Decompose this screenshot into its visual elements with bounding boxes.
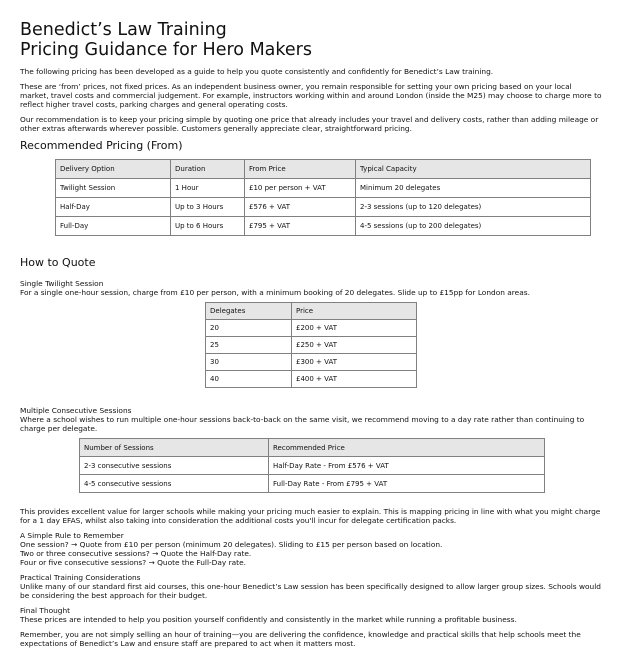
table-cell: Up to 3 Hours: [171, 198, 245, 217]
table-cell: £200 + VAT: [292, 320, 417, 337]
value-text: This provides excellent value for larger schools while making your pricing much easier to explain. This is mapping pricing in line with what you might charge for a 1 day EFAS, whilst also taking into consideration the additional costs you'll incur for delegate certification packs.: [20, 507, 601, 525]
column-header: From Price: [245, 160, 356, 179]
rule-heading: A Simple Rule to Remember: [20, 531, 124, 540]
table-cell: Full-Day: [56, 217, 171, 236]
table-cell: 30: [206, 354, 292, 371]
multiple-sessions-text: Where a school wishes to run multiple one-hour sessions back-to-back on the same visit, we recommend moving to a day rate rather than continuing to charge per delegate.: [20, 415, 585, 433]
table-row: [56, 198, 591, 217]
practical-text: Unlike many of our standard first aid courses, this one-hour Benedict’s Law session has been specifically designed to allow larger group sizes. Schools would be considering the best approach for their budget.: [20, 582, 601, 600]
column-header: Recommended Price: [269, 439, 545, 457]
intro-paragraph-1: The following pricing has been developed as a guide to help you quote consistently and confidently for Benedict’s Law training.: [20, 67, 494, 76]
table-cell: 1 Hour: [171, 179, 245, 198]
recommended-pricing-heading: Recommended Pricing (From): [20, 139, 183, 152]
closing-text: Remember, you are not simply selling an hour of training—you are delivering the confidence, knowledge and practical skills that help schools meet the expectations of Benedict’s Law and ensure staff are prepared to act when it matters most.: [20, 630, 581, 648]
table-header-row: [206, 303, 417, 320]
intro-paragraph-3: Our recommendation is to keep your pricing simple by quoting one price that already includes your travel and delivery costs, rather than adding mileage or other extras afterwards wherever possible. Customers generally appreciate clear, straightforward pricing.: [20, 115, 599, 133]
table-cell: 2-3 sessions (up to 120 delegates): [356, 198, 591, 217]
table-cell: 4-5 sessions (up to 200 delegates): [356, 217, 591, 236]
table-row: [206, 337, 417, 354]
rule-line-3: Four or five consecutive sessions? → Quote the Full-Day rate.: [20, 558, 246, 567]
table-row: [206, 371, 417, 388]
final-heading: Final Thought: [20, 606, 71, 615]
multiple-sessions-table: [79, 438, 545, 493]
table-cell: £795 + VAT: [245, 217, 356, 236]
rule-line-2: Two or three consecutive sessions? → Quote the Half-Day rate.: [20, 549, 252, 558]
table-cell: Up to 6 Hours: [171, 217, 245, 236]
table-cell: £250 + VAT: [292, 337, 417, 354]
intro-paragraph-2: These are ‘from’ prices, not fixed prices. As an independent business owner, you remain responsible for setting your own pricing based on your local market, travel costs and commercial judgement. For example, instructors working within and around London (inside the M25) may choose to charge more to reflect higher travel costs, parking charges and general operating costs.: [20, 82, 602, 109]
table-cell: 20: [206, 320, 292, 337]
table-cell: 40: [206, 371, 292, 388]
table-header-row: [56, 160, 591, 179]
table-header-row: [80, 439, 545, 457]
column-header: Number of Sessions: [80, 439, 269, 457]
doc-title-line-1: Benedict’s Law Training: [20, 20, 227, 40]
table-row: [206, 354, 417, 371]
table-row: [56, 179, 591, 198]
column-header: Delivery Option: [56, 160, 171, 179]
table-row: [206, 320, 417, 337]
table-row: [80, 475, 545, 493]
doc-title-line-2: Pricing Guidance for Hero Makers: [20, 40, 312, 60]
table-cell: £400 + VAT: [292, 371, 417, 388]
table-cell: Full-Day Rate - From £795 + VAT: [269, 475, 545, 493]
twilight-text: For a single one-hour session, charge from £10 per person, with a minimum booking of 20 delegates. Slide up to £15pp for London areas.: [20, 288, 530, 297]
practical-heading: Practical Training Considerations: [20, 573, 141, 582]
recommended-pricing-table: [55, 159, 591, 236]
column-header: Price: [292, 303, 417, 320]
rule-line-1: One session? → Quote from £10 per person (minimum 20 delegates). Sliding to £15 per person based on location.: [20, 540, 443, 549]
how-to-quote-heading: How to Quote: [20, 256, 96, 269]
column-header: Duration: [171, 160, 245, 179]
table-cell: 4-5 consecutive sessions: [80, 475, 269, 493]
table-cell: Half-Day Rate - From £576 + VAT: [269, 457, 545, 475]
table-cell: Twilight Session: [56, 179, 171, 198]
column-header: Delegates: [206, 303, 292, 320]
table-cell: £576 + VAT: [245, 198, 356, 217]
multiple-sessions-subheading: Multiple Consecutive Sessions: [20, 406, 132, 415]
table-cell: 2-3 consecutive sessions: [80, 457, 269, 475]
table-cell: Minimum 20 delegates: [356, 179, 591, 198]
table-cell: Half-Day: [56, 198, 171, 217]
final-text: These prices are intended to help you position yourself confidently and consistently in the market while running a profitable business.: [20, 615, 517, 624]
table-cell: £10 per person + VAT: [245, 179, 356, 198]
table-cell: £300 + VAT: [292, 354, 417, 371]
table-row: [80, 457, 545, 475]
twilight-subheading: Single Twilight Session: [20, 279, 104, 288]
column-header: Typical Capacity: [356, 160, 591, 179]
table-cell: 25: [206, 337, 292, 354]
twilight-pricing-table: [205, 302, 417, 388]
table-row: [56, 217, 591, 236]
